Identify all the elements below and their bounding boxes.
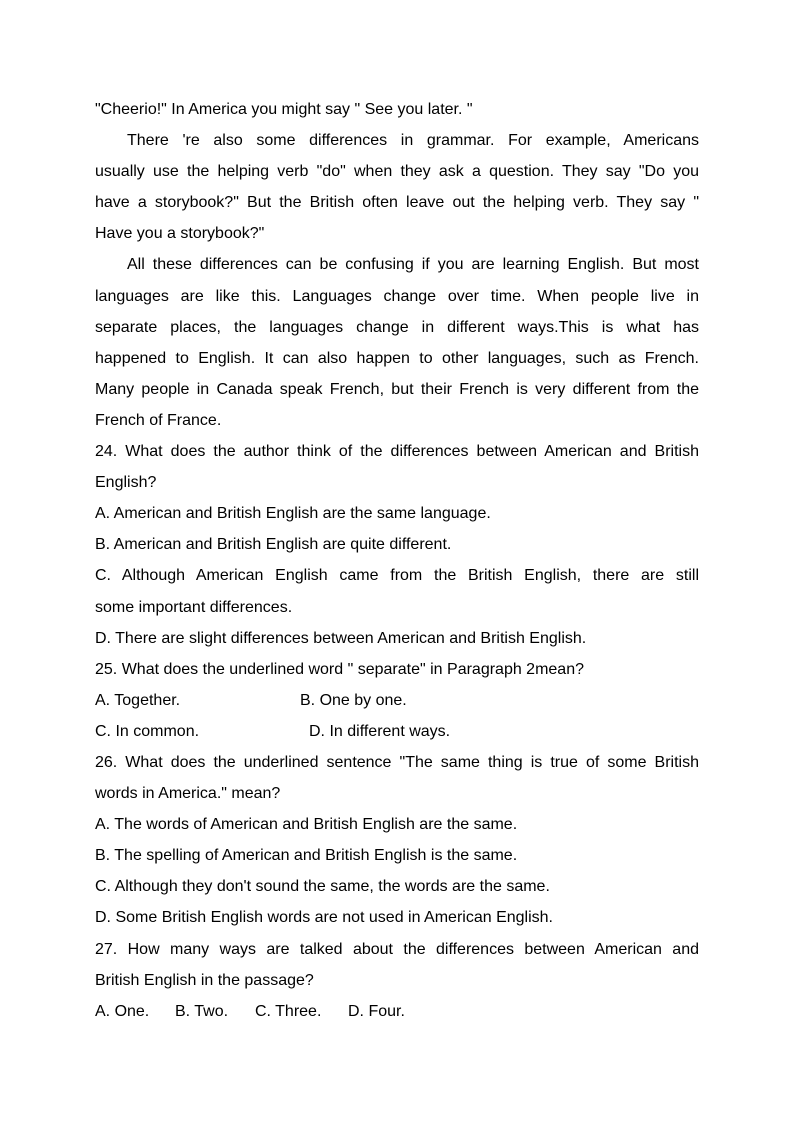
options-row (95, 685, 699, 716)
passage-line: usually use the helping verb "do" when they ask a question. They say "Do you (95, 163, 699, 181)
passage-line: happened to English. It can also happen to other languages, such as French. (95, 349, 699, 367)
option-d: D. In different ways. (309, 722, 451, 740)
passage (95, 94, 699, 436)
option-c: C. In common. (95, 722, 200, 740)
question-text: 26. What does the underlined sentence "The same thing is true of some British (95, 753, 699, 771)
question-text: words in America." mean? (95, 785, 281, 803)
option-d: D. There are slight differences between American and British English. (95, 629, 587, 647)
passage-line: have a storybook?" But the British often leave out the helping verb. They say " (95, 194, 699, 212)
option-d: D. Some British English words are not used in American English. (95, 909, 553, 927)
passage-line: All these differences can be confusing if you are learning English. But most (127, 256, 699, 274)
option-c-continued: some important differences. (95, 598, 293, 616)
passage-line: "Cheerio!" In America you might say " See you later. " (95, 101, 473, 118)
option-c: C. Three. (255, 1002, 322, 1020)
option-c: C. Although American English came from the British English, there are still (95, 567, 699, 585)
question-text: 27. How many ways are talked about the differences between American and (95, 940, 699, 958)
question-text: 25. What does the underlined word " separate" in Paragraph 2mean? (95, 660, 584, 678)
option-b: B. The spelling of American and British English is the same. (95, 847, 518, 865)
passage-line: separate places, the languages change in different ways.This is what has (95, 318, 699, 336)
option-a: A. American and British English are the same language. (95, 505, 491, 523)
question-26 (95, 747, 699, 934)
question-text: English? (95, 474, 157, 492)
passage-line: languages are like this. Languages change over time. When people live in (95, 287, 699, 305)
options-row (95, 716, 699, 747)
question-text: British English in the passage? (95, 971, 314, 989)
option-a: A. Together. (95, 691, 181, 709)
question-text: 24. What does the author think of the differences between American and British (95, 443, 699, 461)
question-24 (95, 436, 699, 654)
question-25 (95, 654, 699, 747)
passage-line: French of France. (95, 411, 222, 429)
option-d: D. Four. (348, 1002, 405, 1020)
document-page (95, 94, 699, 1027)
option-c: C. Although they don't sound the same, the words are the same. (95, 878, 550, 896)
options-row (95, 996, 699, 1027)
option-a: A. The words of American and British English are the same. (95, 816, 518, 834)
passage-line: There 're also some differences in grammar. For example, Americans (127, 132, 699, 150)
question-27 (95, 934, 699, 1027)
passage-line: Many people in Canada speak French, but their French is very different from the (95, 380, 699, 398)
option-b: B. Two. (175, 1002, 229, 1020)
passage-line: Have you a storybook?" (95, 225, 265, 243)
option-b: B. American and British English are quite different. (95, 536, 452, 554)
option-a: A. One. (95, 1002, 150, 1020)
option-b: B. One by one. (300, 691, 407, 709)
